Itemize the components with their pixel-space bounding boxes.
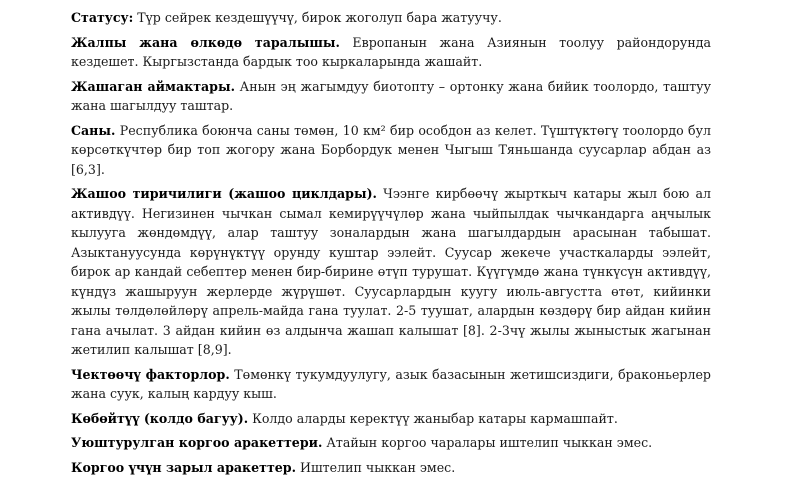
section-habitat — [71, 77, 711, 116]
section-label: Жашоо тиричилиги (жашоо циклдары). — [71, 186, 377, 201]
section-conservation-measures — [71, 433, 711, 453]
section-required-actions — [71, 458, 711, 478]
section-label: Статусу: — [71, 10, 134, 25]
section-label: Жалпы жана өлкөдө таралышы. — [71, 34, 340, 50]
section-status — [71, 8, 711, 28]
section-text: Европанын жана Азиянын тоолуу райондорунда кездешет. Кыргызстанда бардык тоо кыркаларында жашайт. — [71, 34, 711, 69]
section-text: Чээнге кирбөөчү жырткыч катары жыл бою ал активдүү. Негизинен чычкан сымал кемирүүчүлөр жана чыйпылдак чычкандарга аңчылык кылууга жөндөмдүү, алар таштуу зоналардын жана шагылдардын арасынан табышат. Азыктануусунда көрүнүктүү орунду куштар ээлейт. Суусар жекече участкаларды ээлейт, бирок ар кандай себептер менен бир-бирине өтүп турушат. Күүгүмдө жана түнкүсүн активдүү, күндүз жашыруун жерлерде жүрүшөт. Суусарлардын куугу июль-августта өтөт, кийинки жылы төлдөлөйлөрү апрель-майда гана туулат. 2-5 туушат, алардын көздөрү бир айдан кийин гана ачылат. 3 айдан кийин өз алдынча жашап калышат [8]. 2-3чү жылы жыныстык жагынан жетилип калышат [8,9]. — [71, 186, 711, 357]
section-label: Чектөөчү факторлор. — [71, 366, 230, 382]
section-text: Иштелип чыккан эмес. — [299, 459, 456, 475]
section-label: Көбөйтүү (колдо багуу). — [71, 410, 249, 426]
section-population — [71, 121, 711, 180]
section-label: Жашаган аймактары. — [71, 78, 235, 94]
section-limiting-factors — [71, 365, 711, 404]
section-text: Республика боюнча саны төмөн, 10 км² бир особдон аз келет. Түштүктөгү тоолордо бул көрсөткүчтөр бир топ жогору жана Борбордук менен Чыгыш Тяньшанда суусарлар абдан аз [6,3]. — [71, 122, 711, 177]
section-text: Колдо аларды керектүү жаныбар катары кармашпайт. — [252, 410, 618, 426]
section-text: Төмөнкү тукумдуулугу, азык базасынын жетишсиздиги, браконьерлер жана суук, калың кардуу кыш. — [71, 366, 711, 401]
section-text: Атайын коргоо чаралары иштелип чыккан эмес. — [326, 435, 653, 450]
section-text: Түр сейрек кездешүүчү, бирок жоголуп бара жатуучу. — [137, 10, 502, 25]
section-distribution — [71, 33, 711, 72]
section-label: Коргоо үчүн зарыл аракеттер. — [71, 459, 296, 475]
section-text: Анын эң жагымдуу биотопту – ортонку жана бийик тоолордо, таштуу жана шагылдуу таштар. — [71, 78, 711, 113]
section-label: Саны. — [71, 122, 116, 138]
document-body — [71, 8, 711, 482]
section-life-cycle — [71, 184, 711, 360]
section-captive-breeding — [71, 409, 711, 429]
section-label: Уюштурулган коргоо аракеттери. — [71, 435, 323, 450]
